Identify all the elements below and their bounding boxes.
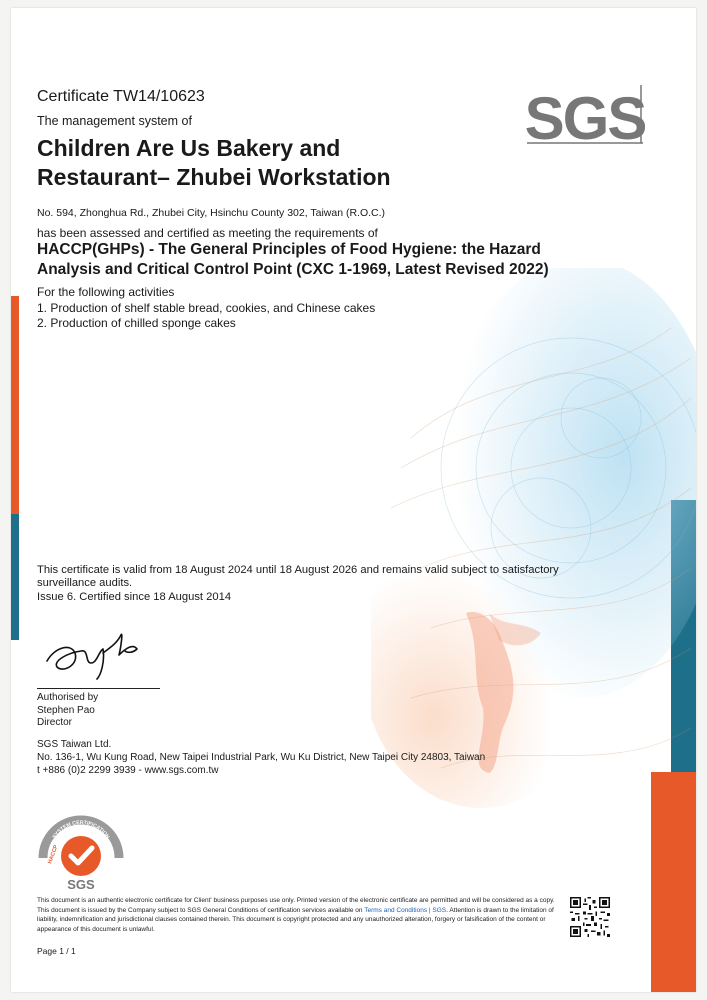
authorised-by-label: Authorised by: [37, 692, 99, 703]
mark-scheme-text: HACCP: [47, 844, 60, 865]
disclaimer-text: [37, 896, 567, 934]
activities-intro: For the following activities: [37, 285, 175, 299]
assessed-statement: has been assessed and certified as meeting the requirements of: [37, 226, 378, 240]
disclaimer-part2: . Attention is drawn to the limitation of liability, indemnification and jurisdictional clauses contained therein. This document is copyright protected and any unauthorized alteration, forgery or falsification of the content or appearance of this document is unlawful.: [37, 906, 554, 933]
standard-line1: HACCP(GHPs) - The General Principles of Food Hygiene: the Hazard: [37, 241, 541, 258]
left-orange-bar: [11, 296, 19, 514]
haccp-certification-mark: [37, 806, 125, 894]
validity-statement: This certificate is valid from 18 August 2024 until 18 August 2026 and remains valid subject to satisfactory surveillance audits.: [37, 564, 559, 589]
issuer-name: SGS Taiwan Ltd.: [37, 739, 112, 750]
list-item: 1. Production of shelf stable bread, cookies, and Chinese cakes: [37, 301, 376, 315]
issuer-block: [37, 738, 485, 777]
sgs-logo: [519, 83, 651, 155]
signature-line: [37, 688, 160, 689]
management-intro: The management system of: [37, 114, 192, 128]
certificate-number: Certificate TW14/10623: [37, 88, 205, 105]
page-number: Page 1 / 1: [37, 946, 76, 956]
authorisation-block: [37, 692, 98, 730]
company-name: [37, 134, 507, 192]
company-address: No. 594, Zhonghua Rd., Zhubei City, Hsinchu County 302, Taiwan (R.O.C.): [37, 207, 386, 219]
sgs-logo-text: SGS: [524, 85, 646, 152]
activities-list: [37, 301, 375, 330]
signature: [41, 613, 151, 683]
certificate-page: [11, 8, 696, 992]
terms-link[interactable]: Terms and Conditions | SGS: [364, 906, 447, 914]
company-name-line1: Children Are Us Bakery and: [37, 135, 341, 161]
issue-statement: Issue 6. Certified since 18 August 2014: [37, 591, 232, 603]
list-item: 2. Production of chilled sponge cakes: [37, 315, 236, 330]
mark-brand-text: SGS: [67, 877, 95, 892]
signatory-name: Stephen Pao: [37, 704, 95, 716]
disclaimer-part1: This document is an authentic electronic certificate for Client' business purposes use only. Printed version of the electronic certificate are permitted and will be considered as a copy. This document is issued by the Company subject to SGS General Conditions of certification services available on: [37, 897, 555, 914]
certified-standard: [37, 240, 637, 280]
mark-ring-text: SYSTEM CERTIFICATION: [51, 819, 111, 841]
company-name-line2: Restaurant– Zhubei Workstation: [37, 164, 391, 190]
standard-line2: Analysis and Critical Control Point (CXC 1-1969, Latest Revised 2022): [37, 261, 549, 278]
issuer-contact: t +886 (0)2 2299 3939 - www.sgs.com.tw: [37, 765, 219, 776]
issuer-address: No. 136-1, Wu Kung Road, New Taipei Industrial Park, Wu Ku District, New Taipei City 24803, Taiwan: [37, 752, 486, 763]
left-teal-bar: [11, 514, 19, 640]
signatory-title: Director: [37, 717, 73, 728]
qr-code: [570, 897, 610, 937]
